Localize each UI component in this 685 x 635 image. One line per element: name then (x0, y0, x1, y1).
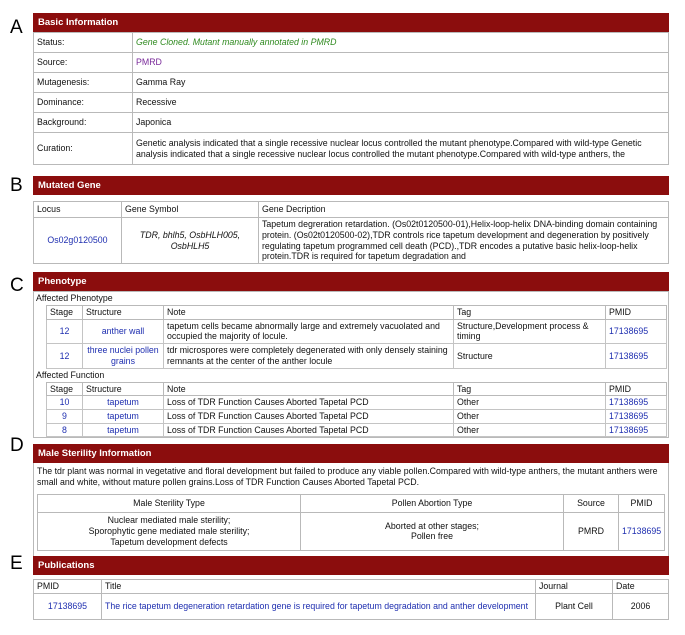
affected-function-label: Affected Function (36, 369, 105, 380)
sterility-type-line: Nuclear mediated male sterility; (107, 515, 231, 526)
pmid-header: PMID (34, 580, 102, 594)
male-sterility-header: Male Sterility Information (33, 444, 669, 463)
tag-value: Other (454, 410, 606, 424)
sterility-type-line: Sporophytic gene mediated male sterility; (88, 525, 250, 536)
locus-header: Locus (34, 202, 122, 218)
source-link[interactable]: PMRD (133, 53, 669, 73)
dominance-label: Dominance: (34, 93, 133, 113)
pmid-link[interactable]: 17138695 (34, 593, 102, 619)
dominance-value: Recessive (133, 93, 669, 113)
male-sterility-box (33, 463, 669, 558)
pmid-link[interactable]: 17138695 (606, 396, 667, 410)
table-row (47, 396, 667, 410)
date-header: Date (613, 580, 669, 594)
note-value: tdr microspores were completely degenerated with only densely staining remnants at the center of the anther locule (164, 344, 454, 368)
pollen-abortion-line: Aborted at other stages; (385, 520, 479, 531)
note-value: Loss of TDR Function Causes Aborted Tapetal PCD (164, 423, 454, 437)
table-row (34, 93, 669, 113)
note-header: Note (164, 306, 454, 320)
publications-section (33, 556, 669, 620)
stage-link[interactable]: 12 (47, 319, 83, 343)
table-row (34, 593, 669, 619)
section-letter-e: E (10, 553, 23, 574)
mutated-gene-table (33, 201, 669, 264)
tag-header: Tag (454, 306, 606, 320)
table-row (47, 423, 667, 437)
mutated-gene-header: Mutated Gene (33, 176, 669, 195)
structure-link[interactable]: anther wall (83, 319, 164, 343)
gene-symbol-header: Gene Symbol (122, 202, 259, 218)
gene-symbol-value: TDR, bhlh5, OsbHLH005, OsbHLH5 (122, 218, 259, 264)
stage-link[interactable]: 12 (47, 344, 83, 368)
table-row (47, 319, 667, 343)
pmid-header: PMID (606, 382, 667, 396)
stage-header: Stage (47, 382, 83, 396)
section-letter-c: C (10, 275, 24, 296)
publication-title-link[interactable]: The rice tapetum degeneration retardation gene is required for tapetum degradation and anther development (102, 593, 536, 619)
table-row (34, 73, 669, 93)
sterility-type-header: Male Sterility Type (38, 494, 301, 512)
stage-link[interactable]: 10 (47, 396, 83, 410)
structure-header: Structure (83, 306, 164, 320)
tag-value: Other (454, 396, 606, 410)
table-row (47, 344, 667, 368)
publications-header: Publications (33, 556, 669, 575)
note-value: Loss of TDR Function Causes Aborted Tapetal PCD (164, 396, 454, 410)
structure-link[interactable]: three nuclei pollen grains (83, 344, 164, 368)
curation-label: Curation: (34, 133, 133, 165)
pollen-abortion-line: Pollen free (410, 531, 454, 542)
affected-phenotype-label: Affected Phenotype (36, 293, 113, 303)
stage-header: Stage (47, 306, 83, 320)
pmid-header: PMID (619, 494, 665, 512)
pmid-header: PMID (606, 306, 667, 320)
structure-header: Structure (83, 382, 164, 396)
gene-description-header: Gene Decription (259, 202, 669, 218)
stage-link[interactable]: 9 (47, 410, 83, 424)
date-value: 2006 (613, 593, 669, 619)
sterility-type-value (38, 512, 301, 550)
tag-value: Other (454, 423, 606, 437)
affected-function-table (46, 382, 667, 438)
source-label: Source: (34, 53, 133, 73)
section-letter-a: A (10, 17, 23, 38)
male-sterility-section (33, 444, 669, 558)
phenotype-header: Phenotype (33, 272, 669, 291)
basic-information-table (33, 32, 669, 165)
status-value: Gene Cloned. Mutant manually annotated in PMRD (133, 33, 669, 53)
journal-header: Journal (536, 580, 613, 594)
basic-information-section (33, 13, 669, 165)
source-header: Source (564, 494, 619, 512)
structure-link[interactable]: tapetum (83, 410, 164, 424)
table-row (34, 113, 669, 133)
note-value: tapetum cells became abnormally large and extremely vacuolated and occupied the majority of locule. (164, 319, 454, 343)
phenotype-box (33, 291, 669, 438)
section-letter-b: B (10, 175, 23, 196)
pmid-link[interactable]: 17138695 (606, 423, 667, 437)
male-sterility-table (37, 494, 665, 551)
locus-link[interactable]: Os02g0120500 (34, 218, 122, 264)
tag-value: Structure,Development process & timing (454, 319, 606, 343)
background-value: Japonica (133, 113, 669, 133)
status-label: Status: (34, 33, 133, 53)
note-header: Note (164, 382, 454, 396)
title-header: Title (102, 580, 536, 594)
table-row (34, 218, 669, 264)
table-header-row (47, 382, 667, 396)
mutagenesis-value: Gamma Ray (133, 73, 669, 93)
tag-header: Tag (454, 382, 606, 396)
pollen-abortion-header: Pollen Abortion Type (301, 494, 564, 512)
mutated-gene-section (33, 176, 669, 264)
basic-information-header: Basic Information (33, 13, 669, 32)
table-row (34, 33, 669, 53)
pmid-link[interactable]: 17138695 (606, 344, 667, 368)
pollen-abortion-value (301, 512, 564, 550)
table-row (34, 53, 669, 73)
male-sterility-description: The tdr plant was normal in vegetative and floral development but failed to produce any viable pollen.Compared with wild-type anthers, the mutant anthers were small and white, without mature pollen grains.Loss of TDR Function Causes Aborted Tapetal PCD. (37, 466, 658, 488)
structure-link[interactable]: tapetum (83, 423, 164, 437)
stage-link[interactable]: 8 (47, 423, 83, 437)
journal-value: Plant Cell (536, 593, 613, 619)
structure-link[interactable]: tapetum (83, 396, 164, 410)
pmid-link[interactable]: 17138695 (606, 410, 667, 424)
pmid-link[interactable]: 17138695 (606, 319, 667, 343)
tag-value: Structure (454, 344, 606, 368)
source-value: PMRD (564, 512, 619, 550)
mutagenesis-label: Mutagenesis: (34, 73, 133, 93)
publications-table (33, 579, 669, 620)
table-row (47, 410, 667, 424)
table-row (38, 512, 665, 550)
table-header-row (38, 494, 665, 512)
phenotype-section (33, 272, 669, 438)
curation-value: Genetic analysis indicated that a single recessive nuclear locus controlled the mutant phenotype.Compared with wild-type Genetic analysis indicated that a single recessive nuclear locus controlled the mutant phenotype.Compared with wild-type anthers, the (133, 133, 669, 165)
table-row (34, 133, 669, 165)
table-header-row (47, 306, 667, 320)
gene-description-value: Tapetum degreration retardation. (Os02t0120500-01),Helix-loop-helix DNA-binding domain containing protein. (Os02t0120500-02),TDR controls rice tapetum development and degeneration by positively regulating tapetum programmed cell death (PCD).,TDR encodes a putative basic helix-loop-helix protein.TDR is required for tapetum degradation and (259, 218, 669, 264)
table-header-row (34, 202, 669, 218)
sterility-type-line: Tapetum development defects (110, 536, 228, 547)
pmid-link[interactable]: 17138695 (619, 512, 665, 550)
table-header-row (34, 580, 669, 594)
section-letter-d: D (10, 435, 24, 456)
background-label: Background: (34, 113, 133, 133)
note-value: Loss of TDR Function Causes Aborted Tapetal PCD (164, 410, 454, 424)
affected-phenotype-table (46, 305, 667, 369)
